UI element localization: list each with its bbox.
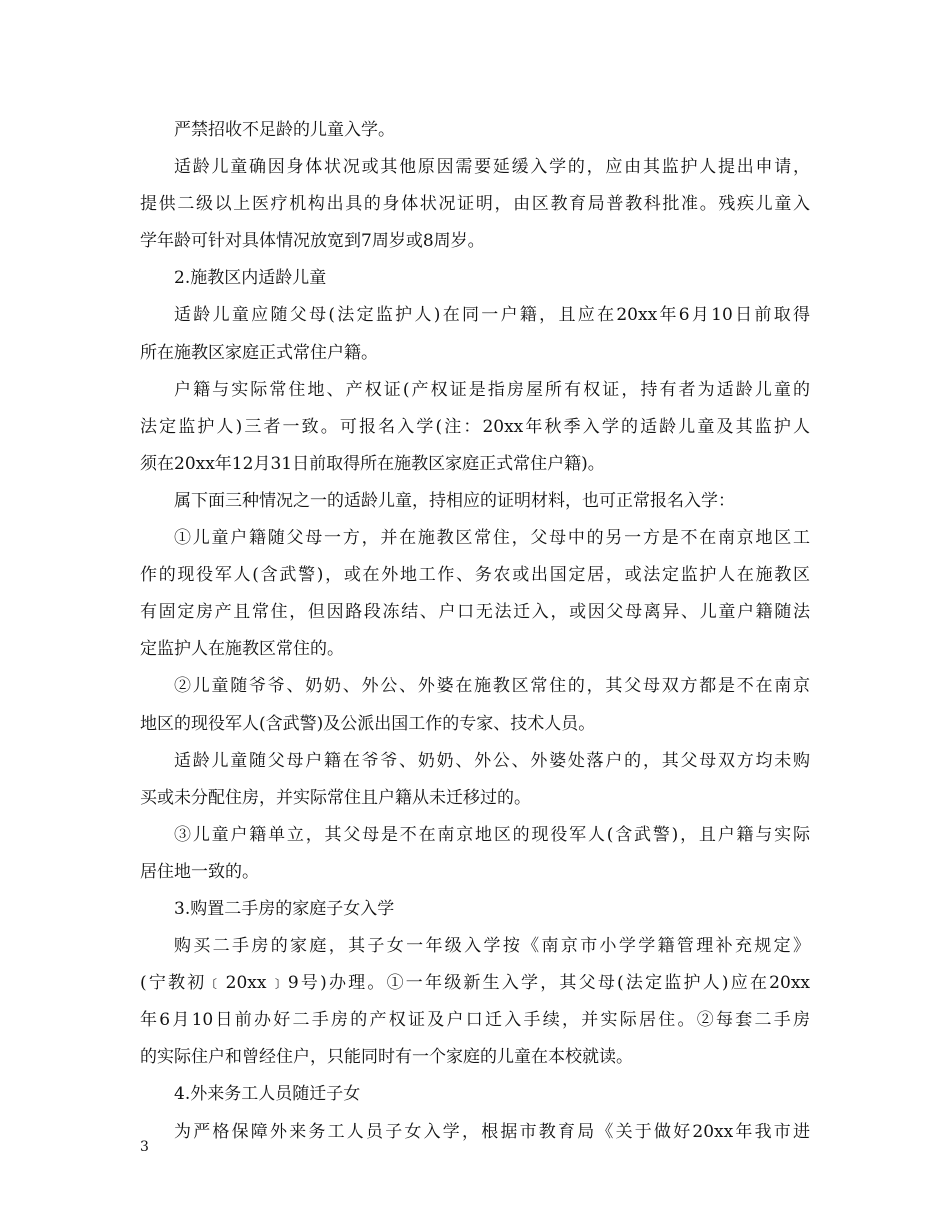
document-body: [140, 112, 810, 1151]
text-line: 户籍与实际常住地、产权证(产权证是指房屋所有权证，持有者为适龄儿童的: [174, 379, 810, 400]
text-line: ③儿童户籍单立，其父母是不在南京地区的现役军人(含武警)，且户籍与实际: [174, 824, 810, 845]
text-line: 适龄儿童随父母户籍在爷爷、奶奶、外公、外婆处落户的，其父母双方均未购: [174, 750, 810, 771]
text-line: 所在施教区家庭正式常住户籍。: [140, 342, 378, 363]
text-line: 作的现役军人(含武警)，或在外地工作、务农或出国定居，或法定监护人在施教区: [140, 565, 810, 586]
text-line: 3.购置二手房的家庭子女入学: [174, 898, 395, 919]
text-line: ②儿童随爷爷、奶奶、外公、外婆在施教区常住的，其父母双方都是不在南京: [174, 676, 810, 697]
text-line: 的实际住户和曾经住户，只能同时有一个家庭的儿童在本校就读。: [140, 1047, 633, 1068]
text-line: 地区的现役军人(含武警)及公派出国工作的专家、技术人员。: [140, 713, 596, 734]
text-line: 适龄儿童确因身体状况或其他原因需要延缓入学的，应由其监护人提出申请，: [174, 157, 810, 178]
text-line: 适龄儿童应随父母(法定监护人)在同一户籍，且应在20xx年6月10日前取得: [174, 305, 810, 326]
text-line: 买或未分配住房，并实际常住且户籍从未迁移过的。: [140, 787, 531, 808]
text-line: ①儿童户籍随父母一方，并在施教区常住，父母中的另一方是不在南京地区工: [174, 528, 810, 549]
text-line: 属下面三种情况之一的适龄儿童，持相应的证明材料，也可正常报名入学：: [174, 490, 735, 511]
text-line: 提供二级以上医疗机构出具的身体状况证明，由区教育局普教科批准。残疾儿童入: [140, 194, 810, 215]
text-line: 4.外来务工人员随迁子女: [174, 1084, 361, 1105]
text-line: 有固定房产且常住，但因路段冻结、户口无法迁入，或因父母离异、儿童户籍随法: [140, 602, 810, 623]
text-line: 为严格保障外来务工人员子女入学，根据市教育局《关于做好20xx年我市进: [174, 1121, 810, 1142]
text-line: 学年龄可针对具体情况放宽到7周岁或8周岁。: [140, 231, 485, 252]
text-line: 定监护人在施教区常住的。: [140, 639, 344, 660]
page-number: 3: [140, 1139, 149, 1155]
text-line: 年6月10日前办好二手房的产权证及户口迁入手续，并实际居住。②每套二手房: [140, 1010, 810, 1031]
text-line: 购买二手房的家庭，其子女一年级入学按《南京市小学学籍管理补充规定》: [174, 936, 810, 957]
text-line: 法定监护人)三者一致。可报名入学(注：20xx年秋季入学的适龄儿童及其监护人: [140, 416, 810, 437]
text-line: 严禁招收不足龄的儿童入学。: [174, 120, 395, 140]
text-line: (宁教初﹝20xx﹞9号)办理。①一年级新生入学，其父母(法定监护人)应在20xx: [140, 973, 810, 994]
text-line: 须在20xx年12月31日前取得所在施教区家庭正式常住户籍)。: [140, 453, 605, 474]
text-line: 居住地一致的。: [140, 861, 259, 882]
text-line: 2.施教区内适龄儿童: [174, 268, 327, 289]
